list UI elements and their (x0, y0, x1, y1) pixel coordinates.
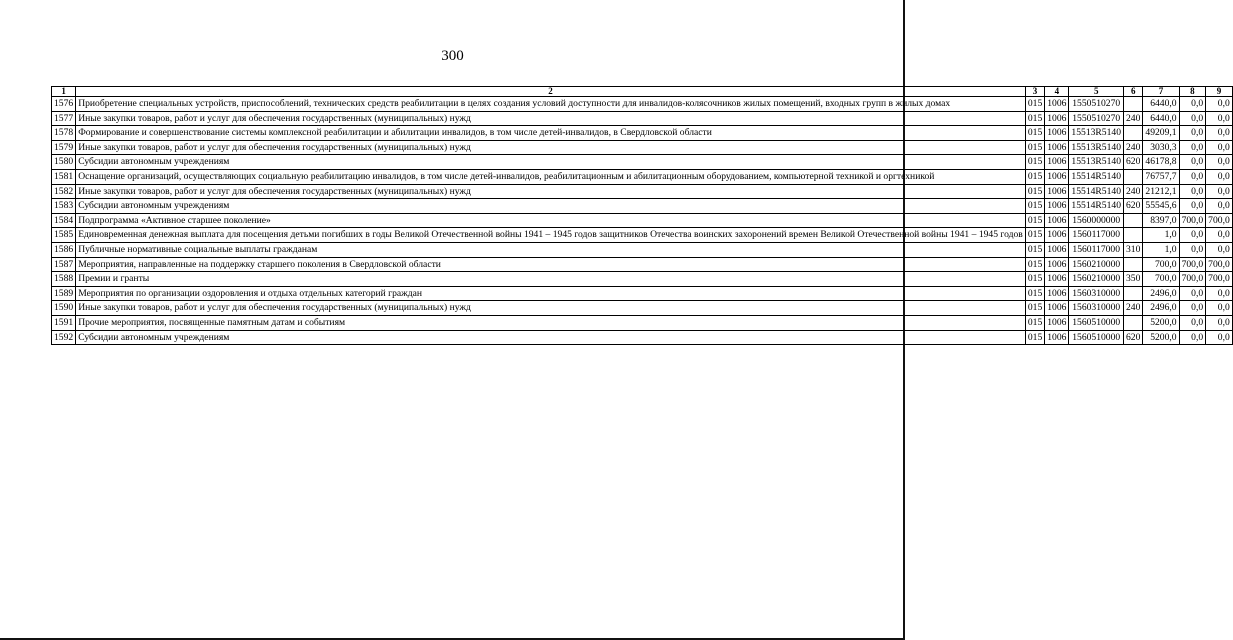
table-row (52, 140, 1233, 155)
row-col9-cell: 0,0 (1206, 242, 1233, 257)
row-col9-cell: 0,0 (1206, 169, 1233, 184)
row-number-cell: 1587 (52, 257, 76, 272)
row-col4-cell: 1006 (1045, 286, 1069, 301)
row-col5-cell: 1560117000 (1069, 242, 1124, 257)
row-col8-cell: 700,0 (1179, 213, 1206, 228)
row-col5-cell: 15514R5140 (1069, 169, 1124, 184)
row-col8-cell: 700,0 (1179, 272, 1206, 287)
row-col9-cell: 700,0 (1206, 213, 1233, 228)
row-name-cell: Мероприятия по организации оздоровления и отдыха отдельных категорий граждан (76, 286, 1026, 301)
row-col8-cell: 0,0 (1179, 286, 1206, 301)
row-col6-cell (1124, 126, 1143, 141)
row-col3-cell: 015 (1025, 97, 1044, 112)
row-col3-cell: 015 (1025, 169, 1044, 184)
row-col8-cell: 0,0 (1179, 126, 1206, 141)
row-name-cell: Субсидии автономным учреждениям (76, 155, 1026, 170)
row-col4-cell: 1006 (1045, 257, 1069, 272)
row-col6-cell: 240 (1124, 184, 1143, 199)
row-number-cell: 1588 (52, 272, 76, 287)
row-col8-cell: 0,0 (1179, 242, 1206, 257)
row-col6-cell (1124, 315, 1143, 330)
row-col7-cell: 76757,7 (1143, 169, 1179, 184)
row-col4-cell: 1006 (1045, 140, 1069, 155)
table-row (52, 315, 1233, 330)
row-number-cell: 1576 (52, 97, 76, 112)
row-col9-cell: 0,0 (1206, 286, 1233, 301)
row-col8-cell: 0,0 (1179, 111, 1206, 126)
row-col5-cell: 1560117000 (1069, 228, 1124, 243)
row-name-cell: Подпрограмма «Активное старшее поколение» (76, 213, 1026, 228)
row-name-cell: Субсидии автономным учреждениям (76, 330, 1026, 345)
row-col7-cell: 5200,0 (1143, 330, 1179, 345)
row-col7-cell: 2496,0 (1143, 286, 1179, 301)
table-row (52, 111, 1233, 126)
row-number-cell: 1580 (52, 155, 76, 170)
table-row (52, 242, 1233, 257)
row-col3-cell: 015 (1025, 286, 1044, 301)
row-name-cell: Иные закупки товаров, работ и услуг для обеспечения государственных (муниципальных) нужд (76, 111, 1026, 126)
row-col6-cell: 310 (1124, 242, 1143, 257)
table-row (52, 184, 1233, 199)
row-col4-cell: 1006 (1045, 272, 1069, 287)
row-col6-cell: 240 (1124, 140, 1143, 155)
row-col5-cell: 1560310000 (1069, 286, 1124, 301)
row-col3-cell: 015 (1025, 199, 1044, 214)
row-col3-cell: 015 (1025, 301, 1044, 316)
row-col6-cell: 240 (1124, 301, 1143, 316)
row-col4-cell: 1006 (1045, 169, 1069, 184)
row-col5-cell: 1560000000 (1069, 213, 1124, 228)
row-name-cell: Формирование и совершенствование системы комплексной реабилитации и абилитации инвалидов, в том числе детей-инвалидов, в Свердловской области (76, 126, 1026, 141)
row-col8-cell: 0,0 (1179, 97, 1206, 112)
row-col4-cell: 1006 (1045, 301, 1069, 316)
header-cell: 5 (1069, 87, 1124, 97)
row-number-cell: 1586 (52, 242, 76, 257)
row-number-cell: 1579 (52, 140, 76, 155)
row-col5-cell: 1560510000 (1069, 315, 1124, 330)
row-name-cell: Публичные нормативные социальные выплаты гражданам (76, 242, 1026, 257)
row-col8-cell: 0,0 (1179, 330, 1206, 345)
row-col9-cell: 0,0 (1206, 184, 1233, 199)
header-cell: 9 (1206, 87, 1233, 97)
row-number-cell: 1589 (52, 286, 76, 301)
row-col5-cell: 15513R5140 (1069, 126, 1124, 141)
row-col3-cell: 015 (1025, 272, 1044, 287)
row-col3-cell: 015 (1025, 242, 1044, 257)
row-col7-cell: 3030,3 (1143, 140, 1179, 155)
row-number-cell: 1592 (52, 330, 76, 345)
row-col7-cell: 2496,0 (1143, 301, 1179, 316)
row-col5-cell: 1560210000 (1069, 272, 1124, 287)
row-col3-cell: 015 (1025, 213, 1044, 228)
header-cell: 1 (52, 87, 76, 97)
table-row (52, 272, 1233, 287)
row-col4-cell: 1006 (1045, 228, 1069, 243)
row-col9-cell: 0,0 (1206, 140, 1233, 155)
row-col5-cell: 15514R5140 (1069, 184, 1124, 199)
row-col4-cell: 1006 (1045, 111, 1069, 126)
table-row (52, 97, 1233, 112)
row-col6-cell (1124, 228, 1143, 243)
table-row (52, 126, 1233, 141)
row-col3-cell: 015 (1025, 330, 1044, 345)
row-col7-cell: 1,0 (1143, 242, 1179, 257)
row-col5-cell: 15513R5140 (1069, 140, 1124, 155)
header-cell: 6 (1124, 87, 1143, 97)
header-cell: 8 (1179, 87, 1206, 97)
row-col8-cell: 0,0 (1179, 199, 1206, 214)
row-name-cell: Субсидии автономным учреждениям (76, 199, 1026, 214)
row-col6-cell: 620 (1124, 199, 1143, 214)
row-col4-cell: 1006 (1045, 213, 1069, 228)
row-col8-cell: 0,0 (1179, 315, 1206, 330)
row-col3-cell: 015 (1025, 111, 1044, 126)
row-col9-cell: 700,0 (1206, 272, 1233, 287)
row-col8-cell: 0,0 (1179, 228, 1206, 243)
table-row (52, 169, 1233, 184)
row-col5-cell: 1560510000 (1069, 330, 1124, 345)
table-row (52, 330, 1233, 345)
row-col3-cell: 015 (1025, 140, 1044, 155)
header-cell: 4 (1045, 87, 1069, 97)
row-col3-cell: 015 (1025, 126, 1044, 141)
row-col5-cell: 1550510270 (1069, 97, 1124, 112)
row-col4-cell: 1006 (1045, 184, 1069, 199)
row-col6-cell: 350 (1124, 272, 1143, 287)
row-col9-cell: 0,0 (1206, 330, 1233, 345)
row-col4-cell: 1006 (1045, 97, 1069, 112)
header-cell: 3 (1025, 87, 1044, 97)
row-col4-cell: 1006 (1045, 126, 1069, 141)
row-col6-cell: 620 (1124, 155, 1143, 170)
row-col8-cell: 0,0 (1179, 184, 1206, 199)
row-name-cell: Иные закупки товаров, работ и услуг для обеспечения государственных (муниципальных) нужд (76, 184, 1026, 199)
budget-table (51, 86, 1233, 345)
row-col3-cell: 015 (1025, 155, 1044, 170)
page-number: 300 (441, 48, 464, 64)
row-name-cell: Оснащение организаций, осуществляющих социальную реабилитацию инвалидов, в том числе детей-инвалидов, реабилитационным и абилитационным оборудованием, компьютерной техникой и оргтехникой (76, 169, 1026, 184)
row-col7-cell: 8397,0 (1143, 213, 1179, 228)
row-col7-cell: 700,0 (1143, 257, 1179, 272)
row-col9-cell: 0,0 (1206, 199, 1233, 214)
table-row (52, 213, 1233, 228)
row-col6-cell (1124, 97, 1143, 112)
row-col9-cell: 700,0 (1206, 257, 1233, 272)
row-number-cell: 1577 (52, 111, 76, 126)
header-cell: 7 (1143, 87, 1179, 97)
table-row (52, 286, 1233, 301)
table-row (52, 228, 1233, 243)
row-col9-cell: 0,0 (1206, 155, 1233, 170)
row-col9-cell: 0,0 (1206, 111, 1233, 126)
row-name-cell: Прочие мероприятия, посвященные памятным датам и событиям (76, 315, 1026, 330)
row-col6-cell (1124, 213, 1143, 228)
row-number-cell: 1578 (52, 126, 76, 141)
row-col4-cell: 1006 (1045, 330, 1069, 345)
header-row (52, 87, 1233, 97)
row-number-cell: 1584 (52, 213, 76, 228)
header-cell: 2 (76, 87, 1026, 97)
row-col3-cell: 015 (1025, 315, 1044, 330)
row-col6-cell (1124, 286, 1143, 301)
row-col6-cell: 240 (1124, 111, 1143, 126)
row-col6-cell (1124, 257, 1143, 272)
row-col4-cell: 1006 (1045, 315, 1069, 330)
row-col7-cell: 6440,0 (1143, 111, 1179, 126)
row-col9-cell: 0,0 (1206, 301, 1233, 316)
row-col7-cell: 6440,0 (1143, 97, 1179, 112)
row-number-cell: 1585 (52, 228, 76, 243)
row-col7-cell: 55545,6 (1143, 199, 1179, 214)
row-col8-cell: 0,0 (1179, 155, 1206, 170)
row-col4-cell: 1006 (1045, 242, 1069, 257)
row-name-cell: Приобретение специальных устройств, приспособлений, технических средств реабилитации в целях создания условий доступности для инвалидов-колясочников жилых помещений, входных групп в жилых домах (76, 97, 1026, 112)
row-col9-cell: 0,0 (1206, 228, 1233, 243)
row-number-cell: 1582 (52, 184, 76, 199)
table-row (52, 199, 1233, 214)
row-name-cell: Премии и гранты (76, 272, 1026, 287)
row-col5-cell: 1560310000 (1069, 301, 1124, 316)
row-col7-cell: 21212,1 (1143, 184, 1179, 199)
row-name-cell: Единовременная денежная выплата для посещения детьми погибших в годы Великой Отечественной войны 1941 – 1945 годов защитников Отечества воинских захоронений времен Великой Отечественной войны 1941 – 1945 годов (76, 228, 1026, 243)
row-col4-cell: 1006 (1045, 199, 1069, 214)
row-col9-cell: 0,0 (1206, 97, 1233, 112)
row-col7-cell: 49209,1 (1143, 126, 1179, 141)
row-col3-cell: 015 (1025, 228, 1044, 243)
row-col5-cell: 1550510270 (1069, 111, 1124, 126)
row-col5-cell: 15513R5140 (1069, 155, 1124, 170)
row-name-cell: Иные закупки товаров, работ и услуг для обеспечения государственных (муниципальных) нужд (76, 301, 1026, 316)
row-name-cell: Мероприятия, направленные на поддержку старшего поколения в Свердловской области (76, 257, 1026, 272)
row-col6-cell (1124, 169, 1143, 184)
row-col8-cell: 700,0 (1179, 257, 1206, 272)
row-col8-cell: 0,0 (1179, 301, 1206, 316)
row-col7-cell: 46178,8 (1143, 155, 1179, 170)
table-row (52, 301, 1233, 316)
row-number-cell: 1591 (52, 315, 76, 330)
row-col7-cell: 700,0 (1143, 272, 1179, 287)
row-name-cell: Иные закупки товаров, работ и услуг для обеспечения государственных (муниципальных) нужд (76, 140, 1026, 155)
row-number-cell: 1583 (52, 199, 76, 214)
row-col3-cell: 015 (1025, 257, 1044, 272)
row-number-cell: 1590 (52, 301, 76, 316)
row-col3-cell: 015 (1025, 184, 1044, 199)
table-row (52, 155, 1233, 170)
row-col9-cell: 0,0 (1206, 126, 1233, 141)
row-col6-cell: 620 (1124, 330, 1143, 345)
row-col9-cell: 0,0 (1206, 315, 1233, 330)
row-col4-cell: 1006 (1045, 155, 1069, 170)
row-col8-cell: 0,0 (1179, 169, 1206, 184)
row-col5-cell: 15514R5140 (1069, 199, 1124, 214)
row-col7-cell: 5200,0 (1143, 315, 1179, 330)
row-number-cell: 1581 (52, 169, 76, 184)
table-row (52, 257, 1233, 272)
row-col8-cell: 0,0 (1179, 140, 1206, 155)
row-col5-cell: 1560210000 (1069, 257, 1124, 272)
row-col7-cell: 1,0 (1143, 228, 1179, 243)
